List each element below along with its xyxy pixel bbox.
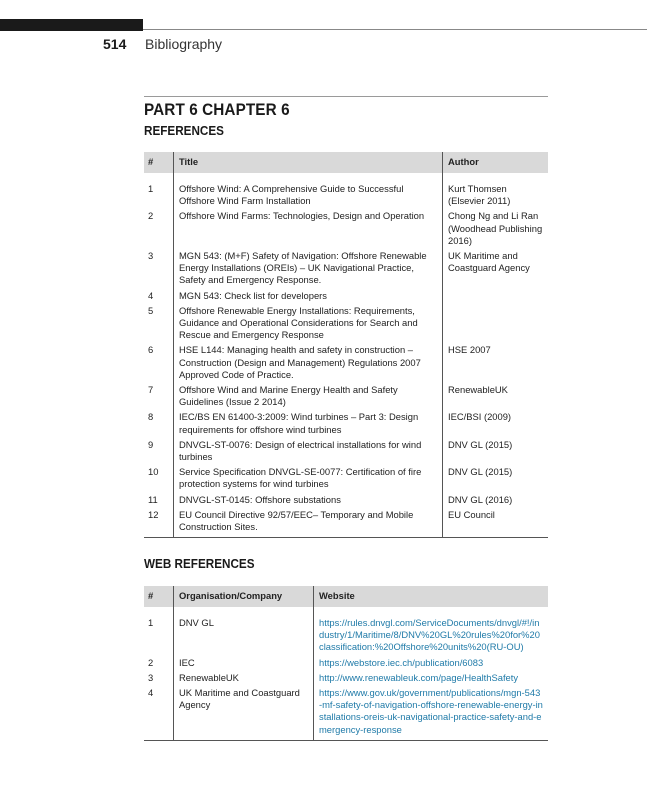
reference-row [144,303,548,343]
reference-author: IEC/BSI (2009) [443,409,549,436]
references-heading: REFERENCES [144,123,224,138]
reference-row [144,492,548,507]
web-reference-number: 1 [148,617,154,628]
reference-number: 6 [148,344,154,356]
running-title: Bibliography [145,36,223,52]
reference-row [144,409,548,436]
reference-title: Offshore Renewable Energy Installations: Requirements, Guidance and Operational Considerations for Search and Rescue and Emergency Response [174,303,443,343]
col-header-organisation: Organisation/Company [174,586,314,607]
col-header-author: Author [443,152,549,173]
web-reference-number: 2 [148,656,154,668]
website-link[interactable]: https://rules.dnvgl.com/ServiceDocuments/dnvgl/#!/industry/1/Maritime/8/DNV%20GL%20rules%20for%20classification:%20Offshore%20units%20(RU-OU) [314,615,549,655]
reference-title: Offshore Wind and Marine Energy Health and Safety Guidelines (Issue 2 2014) [174,382,443,409]
reference-row [144,181,548,208]
reference-number: 2 [148,210,154,222]
website-link[interactable]: https://www.gov.uk/government/publications/mgn-543-mf-safety-of-navigation-offshore-renewable-energy-installations-oreis-uk-navigational-practice-safety-and-emergency-response [314,685,549,740]
web-reference-row [144,685,548,740]
references-table [144,152,548,538]
reference-author [443,288,549,303]
reference-number: 4 [148,289,154,301]
reference-title: MGN 543: Check list for developers [174,288,443,303]
reference-title: Service Specification DNVGL-SE-0077: Certification of fire protection systems for wind turbines [174,464,443,491]
website-link[interactable]: https://webstore.iec.ch/publication/6083 [314,655,549,670]
reference-title: DNVGL-ST-0145: Offshore substations [174,492,443,507]
reference-number: 12 [148,508,159,520]
reference-number: 5 [148,304,154,316]
organisation-name: RenewableUK [174,670,314,685]
reference-row [144,342,548,382]
reference-author: RenewableUK [443,382,549,409]
web-reference-row [144,655,548,670]
reference-number: 7 [148,384,154,396]
reference-row [144,208,548,248]
reference-title: DNVGL-ST-0076: Design of electrical installations for wind turbines [174,437,443,464]
reference-author: DNV GL (2016) [443,492,549,507]
web-reference-number: 3 [148,671,154,683]
reference-author: EU Council [443,507,549,538]
reference-number: 11 [148,493,158,505]
reference-title: MGN 543: (M+F) Safety of Navigation: Offshore Renewable Energy Installations (OREIs) – UK Navigational Practice, Safety and Emergency Response. [174,248,443,288]
organisation-name: DNV GL [174,615,314,655]
reference-row [144,507,548,538]
web-references-heading: WEB REFERENCES [144,556,255,571]
reference-author: HSE 2007 [443,342,549,382]
website-link[interactable]: http://www.renewableuk.com/page/HealthSafety [314,670,549,685]
reference-number: 1 [148,183,154,194]
reference-author: Kurt Thomsen (Elsevier 2011) [443,181,549,208]
col-header-number: # [144,152,174,173]
reference-row [144,288,548,303]
col-header-website: Website [314,586,549,607]
reference-title: HSE L144: Managing health and safety in construction – Construction (Design and Management) Regulations 2007 Approved Code of Practice. [174,342,443,382]
reference-author: DNV GL (2015) [443,464,549,491]
header-bar [0,19,143,31]
web-reference-number: 4 [148,687,154,699]
reference-author [443,303,549,343]
reference-title: IEC/BS EN 61400-3:2009: Wind turbines – Part 3: Design requirements for offshore wind turbines [174,409,443,436]
reference-title: Offshore Wind Farms: Technologies, Design and Operation [174,208,443,248]
reference-number: 8 [148,411,154,423]
reference-number: 9 [148,438,154,450]
reference-row [144,382,548,409]
page-number: 514 [103,36,127,52]
header-rule [143,29,647,30]
col-header-title: Title [174,152,443,173]
chapter-title: PART 6 CHAPTER 6 [144,100,290,119]
section-rule [144,96,548,97]
reference-number: 3 [148,250,154,262]
col-header-number: # [144,586,174,607]
organisation-name: UK Maritime and Coastguard Agency [174,685,314,740]
organisation-name: IEC [174,655,314,670]
reference-title: Offshore Wind: A Comprehensive Guide to Successful Offshore Wind Farm Installation [174,181,443,208]
reference-author: DNV GL (2015) [443,437,549,464]
web-reference-row [144,615,548,655]
reference-row [144,437,548,464]
reference-number: 10 [148,466,159,478]
reference-row [144,248,548,288]
reference-row [144,464,548,491]
reference-author: Chong Ng and Li Ran (Woodhead Publishing 2016) [443,208,549,248]
reference-author: UK Maritime and Coastguard Agency [443,248,549,288]
web-references-table [144,586,548,741]
web-reference-row [144,670,548,685]
reference-title: EU Council Directive 92/57/EEC– Temporary and Mobile Construction Sites. [174,507,443,538]
